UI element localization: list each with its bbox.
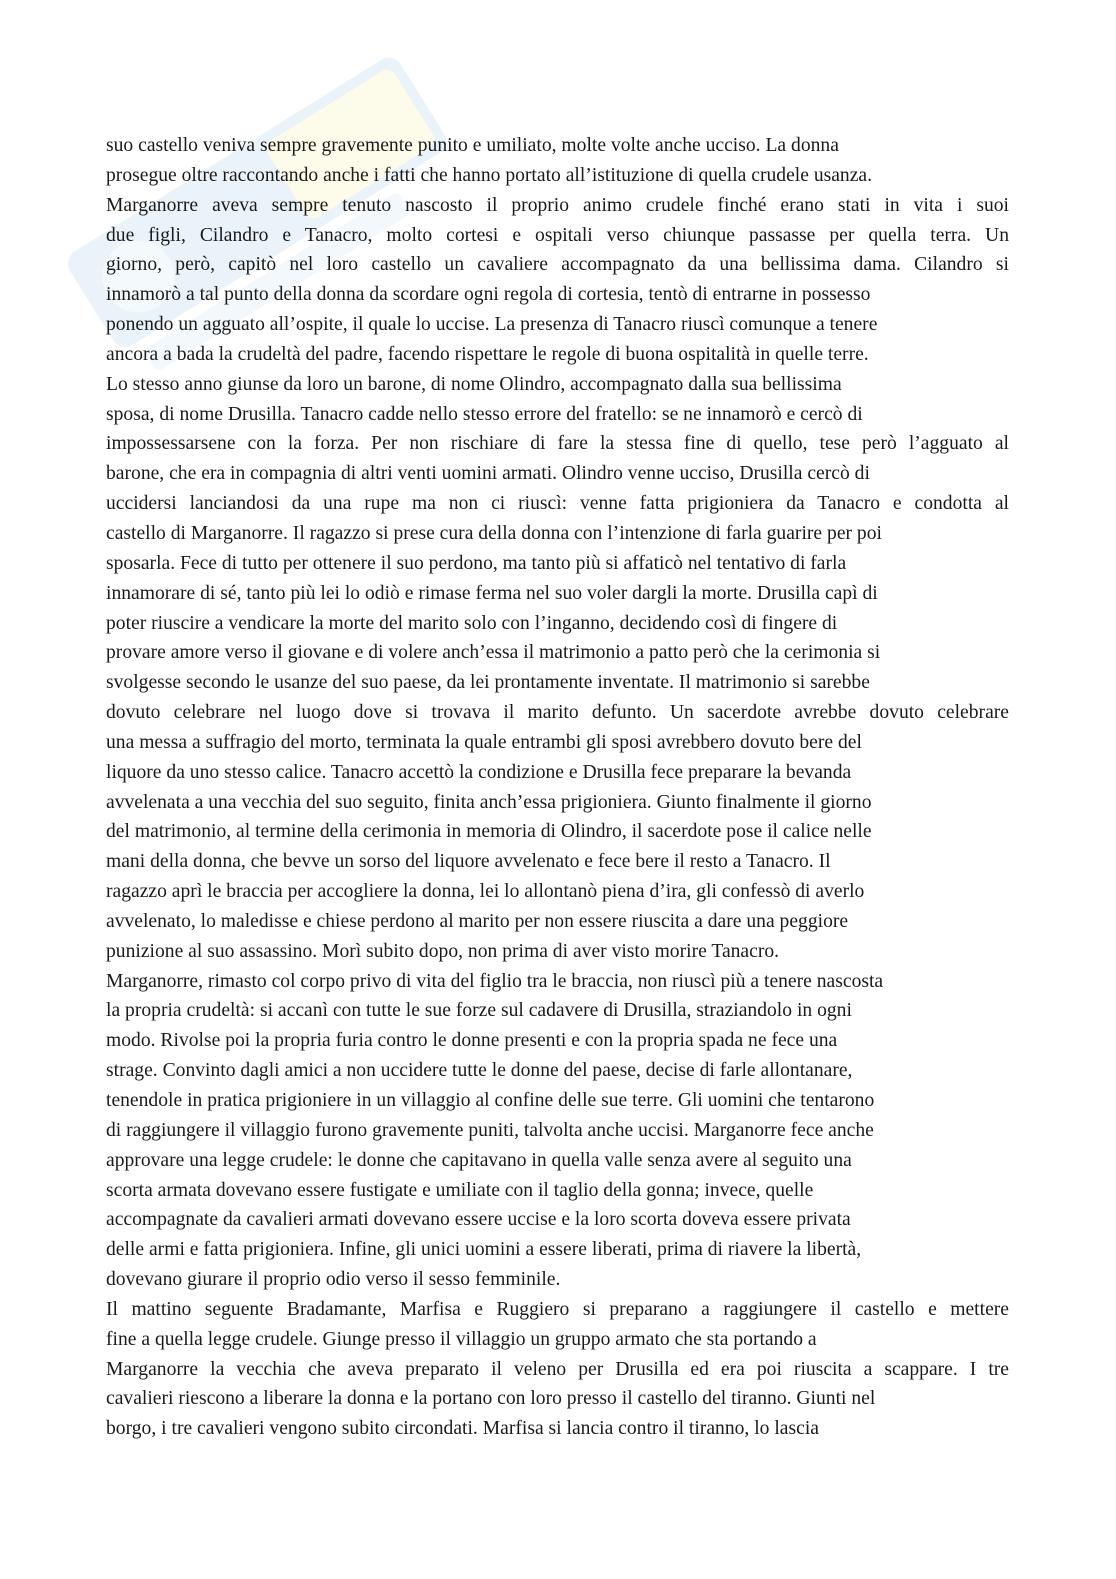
text-line: ragazzo aprì le braccia per accogliere la donna, lei lo allontanò piena d’ira, gli confessò di averlo — [106, 881, 865, 903]
text-line: uccidersi lanciandosi da una rupe ma non ci riuscì: venne fatta prigioniera da Tanacro e condotta al — [106, 493, 1009, 515]
text-line: delle armi e fatta prigioniera. Infine, gli unici uomini a essere liberati, prima di riavere la libertà, — [106, 1239, 862, 1261]
text-line: dovuto celebrare nel luogo dove si trovava il marito defunto. Un sacerdote avrebbe dovuto celebrare — [106, 702, 1009, 724]
text-line: punizione al suo assassino. Morì subito dopo, non prima di aver visto morire Tanacro. — [106, 940, 780, 962]
text-line: Marganorre, rimasto col corpo privo di vita del figlio tra le braccia, non riuscì più a tenere nascosta — [106, 970, 884, 992]
text-line: sposa, di nome Drusilla. Tanacro cadde nello stesso errore del fratello: se ne innamorò e cercò di — [106, 403, 863, 425]
text-line: sposarla. Fece di tutto per ottenere il suo perdono, ma tanto più si affaticò nel tentativo di farla — [106, 552, 847, 574]
text-line: strage. Convinto dagli amici a non uccidere tutte le donne del paese, decise di farle allontanare, — [106, 1060, 853, 1082]
text-line: barone, che era in compagnia di altri venti uomini armati. Olindro venne ucciso, Drusilla cercò di — [106, 463, 870, 485]
text-line: una messa a suffragio del morto, terminata la quale entrambi gli sposi avrebbero dovuto bere del — [106, 731, 862, 753]
text-line: giorno, però, capitò nel loro castello un cavaliere accompagnato da una bellissima dama. Cilandro si — [106, 254, 1009, 276]
text-line: scorta armata dovevano essere fustigate e umiliate con il taglio della gonna; invece, quelle — [106, 1179, 814, 1201]
text-line: ponendo un agguato all’ospite, il quale lo uccise. La presenza di Tanacro riuscì comunque a tenere — [106, 314, 878, 336]
text-line: avvelenato, lo maledisse e chiese perdono al marito per non essere riuscita a dare una peggiore — [106, 910, 849, 932]
document-body — [106, 131, 1009, 1444]
text-line: provare amore verso il giovane e di volere anch’essa il matrimonio a patto però che la cerimonia si — [106, 642, 881, 664]
text-line: modo. Rivolse poi la propria furia contro le donne presenti e con la propria spada ne fece una — [106, 1030, 838, 1052]
text-line: innamorò a tal punto della donna da scordare ogni regola di cortesia, tentò di entrarne in possesso — [106, 284, 871, 306]
text-line: di raggiungere il villaggio furono gravemente puniti, talvolta anche uccisi. Marganorre fece anche — [106, 1119, 874, 1141]
text-line: borgo, i tre cavalieri vengono subito circondati. Marfisa si lancia contro il tiranno, lo lascia — [106, 1418, 819, 1440]
text-line: ancora a bada la crudeltà del padre, facendo rispettare le regole di buona ospitalità in quelle terre. — [106, 343, 869, 365]
text-line: Lo stesso anno giunse da loro un barone, di nome Olindro, accompagnato dalla sua bellissima — [106, 373, 842, 395]
text-line: suo castello veniva sempre gravemente punito e umiliato, molte volte anche ucciso. La donna — [106, 135, 839, 156]
text-line: svolgesse secondo le usanze del suo paese, da lei prontamente inventate. Il matrimonio si sarebbe — [106, 672, 870, 694]
text-line: mani della donna, che bevve un sorso del liquore avvelenato e fece bere il resto a Tanacro. Il — [106, 851, 831, 873]
text-line: prosegue oltre raccontando anche i fatti che hanno portato all’istituzione di quella crudele usanza. — [106, 164, 873, 186]
text-line: cavalieri riescono a liberare la donna e la portano con loro presso il castello del tiranno. Giunti nel — [106, 1388, 876, 1410]
text-line: avvelenata a una vecchia del suo seguito, finita anch’essa prigioniera. Giunto finalmente il giorno — [106, 791, 872, 813]
text-line: del matrimonio, al termine della cerimonia in memoria di Olindro, il sacerdote pose il calice nelle — [106, 821, 872, 843]
text-line: innamorare di sé, tanto più lei lo odiò e rimase ferma nel suo voler dargli la morte. Drusilla capì di — [106, 582, 878, 604]
text-line: tenendole in pratica prigioniere in un villaggio al confine delle sue terre. Gli uomini che tentarono — [106, 1090, 875, 1111]
text-line: la propria crudeltà: si accanì con tutte le sue forze sul cadavere di Drusilla, straziandolo in ogni — [106, 1000, 852, 1022]
text-line: accompagnate da cavalieri armati dovevano essere uccise e la loro scorta doveva essere privata — [106, 1209, 851, 1231]
text-line: approvare una legge crudele: le donne che capitavano in quella valle senza avere al seguito una — [106, 1149, 852, 1171]
text-line: fine a quella legge crudele. Giunge presso il villaggio un gruppo armato che sta portando a — [106, 1328, 817, 1350]
text-line: poter riuscire a vendicare la morte del marito solo con l’inganno, decidendo così di fingere di — [106, 612, 838, 634]
text-line: Il mattino seguente Bradamante, Marfisa e Ruggiero si preparano a raggiungere il castello e mettere — [106, 1298, 1009, 1320]
text-line: castello di Marganorre. Il ragazzo si prese cura della donna con l’intenzione di farla guarire per poi — [106, 522, 882, 544]
text-line: Marganorre la vecchia che aveva preparato il veleno per Drusilla ed era poi riuscita a scappare. I tre — [106, 1358, 1009, 1380]
text-line: due figli, Cilandro e Tanacro, molto cortesi e ospitali verso chiunque passasse per quella terra. Un — [106, 224, 1009, 246]
text-line: liquore da uno stesso calice. Tanacro accettò la condizione e Drusilla fece preparare la bevanda — [106, 761, 852, 783]
text-line: Marganorre aveva sempre tenuto nascosto il proprio animo crudele finché erano stati in vita i suoi — [106, 194, 1009, 216]
text-line: impossessarsene con la forza. Per non rischiare di fare la stessa fine di quello, tese però l’agguato al — [106, 433, 1009, 455]
text-line: dovevano giurare il proprio odio verso il sesso femminile. — [106, 1269, 561, 1291]
